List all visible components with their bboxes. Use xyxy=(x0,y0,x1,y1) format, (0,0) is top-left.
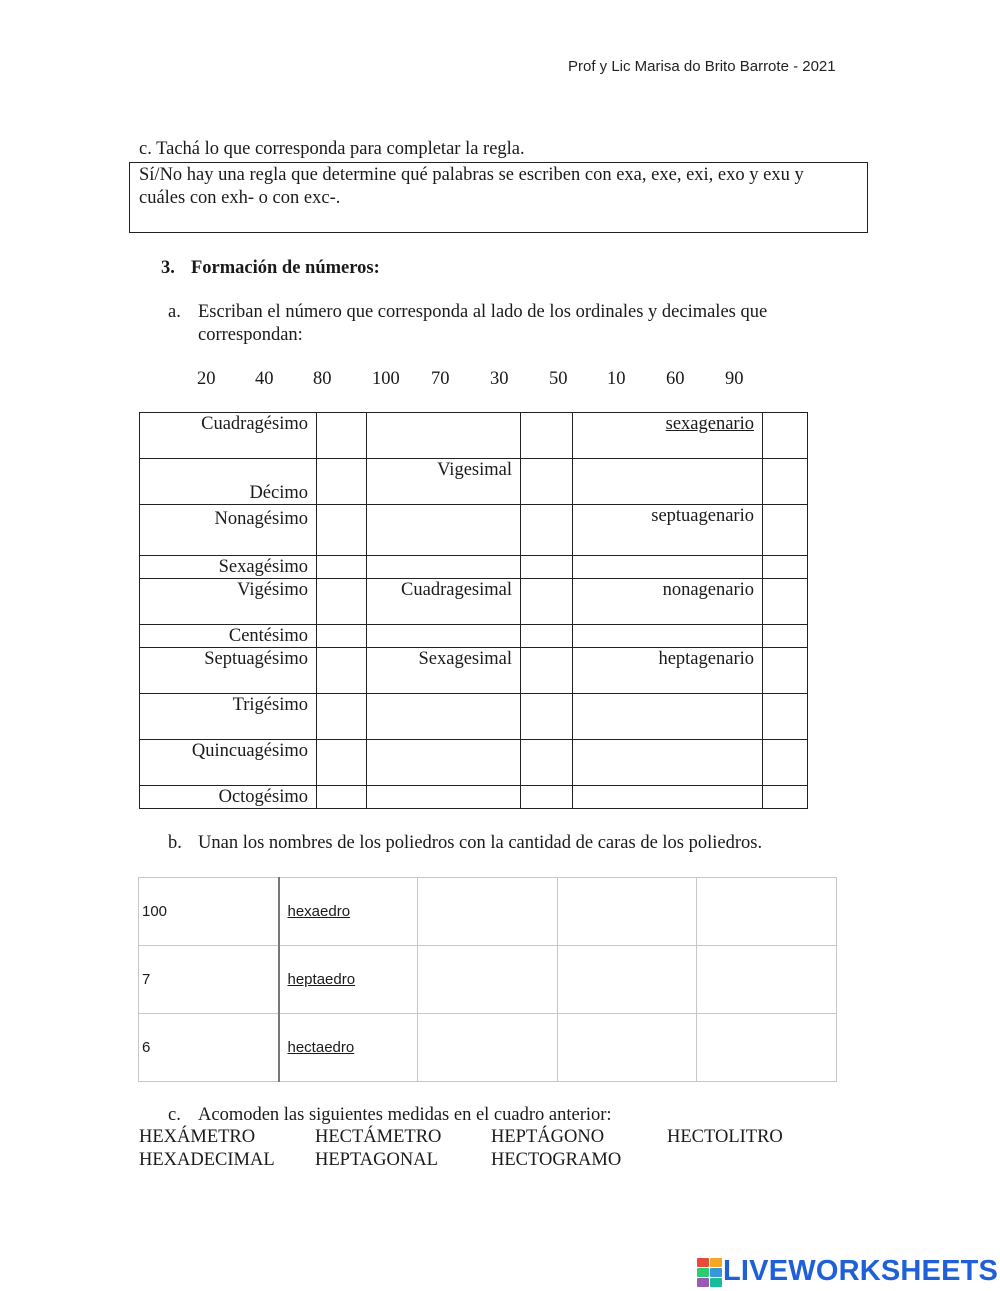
ordinal-cell: Vigésimo xyxy=(140,579,317,625)
item-label: a. xyxy=(168,302,181,322)
ordinal-cell: Centésimo xyxy=(140,625,317,648)
polyhedron-name-cell[interactable] xyxy=(279,878,418,946)
table-row xyxy=(140,556,808,579)
number-chip: 50 xyxy=(549,369,568,389)
ordinal-cell: Septuagésimo xyxy=(140,648,317,694)
item-label: b. xyxy=(168,833,182,853)
logo-cube xyxy=(710,1278,722,1287)
answer-cell[interactable] xyxy=(763,694,808,740)
number-chip: 20 xyxy=(197,369,216,389)
answer-cell[interactable] xyxy=(558,878,697,946)
answer-cell[interactable] xyxy=(763,740,808,786)
answer-cell[interactable] xyxy=(763,786,808,809)
answer-cell[interactable] xyxy=(418,1014,558,1082)
answer-cell[interactable] xyxy=(763,648,808,694)
ordinal-cell: Décimo xyxy=(140,459,317,505)
age-term-cell xyxy=(573,625,763,648)
age-term-cell xyxy=(573,459,763,505)
answer-cell[interactable] xyxy=(317,579,367,625)
answer-cell[interactable] xyxy=(521,740,573,786)
polyhedron-name[interactable]: hectaedro xyxy=(287,1039,355,1056)
table-row xyxy=(140,786,808,809)
rule-instruction: c. Tachá lo que corresponda para completar la regla. xyxy=(139,139,525,159)
answer-cell[interactable] xyxy=(317,505,367,556)
decimal-cell: Cuadragesimal xyxy=(367,579,521,625)
polyhedron-name-cell[interactable] xyxy=(279,946,418,1014)
item-label: c. xyxy=(168,1105,181,1125)
polyhedron-name[interactable]: hexaedro xyxy=(287,903,351,920)
answer-cell[interactable] xyxy=(521,579,573,625)
answer-cell[interactable] xyxy=(317,786,367,809)
age-term-cell xyxy=(573,556,763,579)
ordinal-cell: Octogésimo xyxy=(140,786,317,809)
instruction-b xyxy=(168,832,762,855)
answer-cell[interactable] xyxy=(558,1014,697,1082)
answer-cell[interactable] xyxy=(521,413,573,459)
section-number: 3. xyxy=(161,258,175,278)
instruction-b-text: Unan los nombres de los poliedros con la cantidad de caras de los poliedros. xyxy=(198,833,763,853)
answer-cell[interactable] xyxy=(763,459,808,505)
answer-cell[interactable] xyxy=(418,878,558,946)
answer-cell[interactable] xyxy=(317,459,367,505)
logo-text: LIVEWORKSHEETS xyxy=(723,1255,999,1287)
logo-cube xyxy=(697,1258,709,1267)
answer-cell[interactable] xyxy=(697,946,837,1014)
table-row xyxy=(139,878,837,946)
answer-cell[interactable] xyxy=(317,740,367,786)
answer-cell[interactable] xyxy=(521,459,573,505)
polyhedra-table xyxy=(138,877,837,1082)
number-chip: 80 xyxy=(313,369,332,389)
word-item: HEXADECIMAL xyxy=(139,1150,275,1170)
author-credit: Prof y Lic Marisa do Brito Barrote - 2021 xyxy=(568,58,836,75)
age-term-cell xyxy=(573,694,763,740)
decimal-cell xyxy=(367,556,521,579)
word-item: HECTOGRAMO xyxy=(491,1150,622,1170)
table-row xyxy=(140,413,808,459)
faces-number-cell: 6 xyxy=(139,1014,279,1082)
number-chip: 10 xyxy=(607,369,626,389)
table-row xyxy=(139,1014,837,1082)
section-title-text: Formación de números: xyxy=(191,258,380,278)
logo-cube xyxy=(710,1258,722,1267)
faces-number-cell: 100 xyxy=(139,878,279,946)
number-chip: 100 xyxy=(372,369,400,389)
ordinal-cell: Trigésimo xyxy=(140,694,317,740)
decimal-cell xyxy=(367,413,521,459)
age-term-cell: septuagenario xyxy=(573,505,763,556)
word-item: HEPTÁGONO xyxy=(491,1127,605,1147)
ordinal-table xyxy=(139,412,808,809)
answer-cell[interactable] xyxy=(763,505,808,556)
age-term-cell: heptagenario xyxy=(573,648,763,694)
answer-cell[interactable] xyxy=(763,556,808,579)
answer-cell[interactable] xyxy=(317,648,367,694)
age-term-cell xyxy=(573,786,763,809)
decimal-cell: Vigesimal xyxy=(367,459,521,505)
table-row xyxy=(140,579,808,625)
word-item: HECTÁMETRO xyxy=(315,1127,442,1147)
logo-cube xyxy=(710,1268,722,1277)
decimal-cell xyxy=(367,694,521,740)
decimal-cell: Sexagesimal xyxy=(367,648,521,694)
answer-cell[interactable] xyxy=(521,505,573,556)
age-term-cell: nonagenario xyxy=(573,579,763,625)
number-chip: 40 xyxy=(255,369,274,389)
instruction-a-line: Escriban el número que corresponda al lado de los ordinales y decimales que xyxy=(198,302,768,322)
instruction-a xyxy=(168,301,767,347)
answer-cell[interactable] xyxy=(763,579,808,625)
number-chip: 70 xyxy=(431,369,450,389)
age-term-cell: sexagenario xyxy=(573,413,763,459)
table-row xyxy=(140,505,808,556)
logo-cube xyxy=(697,1278,709,1287)
polyhedron-name[interactable]: heptaedro xyxy=(287,971,356,988)
answer-cell[interactable] xyxy=(521,625,573,648)
table-row xyxy=(140,648,808,694)
number-chip: 30 xyxy=(490,369,509,389)
table-row xyxy=(139,946,837,1014)
answer-cell[interactable] xyxy=(521,556,573,579)
rule-box-line: cuáles con exh- o con exc-. xyxy=(139,188,341,208)
answer-cell[interactable] xyxy=(521,648,573,694)
table-row xyxy=(140,625,808,648)
answer-cell[interactable] xyxy=(521,786,573,809)
number-chip: 90 xyxy=(725,369,744,389)
ordinal-cell: Sexagésimo xyxy=(140,556,317,579)
decimal-cell xyxy=(367,625,521,648)
instruction-c-text: Acomoden las siguientes medidas en el cuadro anterior: xyxy=(198,1105,612,1125)
table-row xyxy=(140,459,808,505)
ordinal-cell: Nonagésimo xyxy=(140,505,317,556)
number-chip: 60 xyxy=(666,369,685,389)
answer-cell[interactable] xyxy=(763,413,808,459)
ordinal-cell: Cuadragésimo xyxy=(140,413,317,459)
answer-cell[interactable] xyxy=(558,946,697,1014)
word-item: HEPTAGONAL xyxy=(315,1150,438,1170)
answer-cell[interactable] xyxy=(418,946,558,1014)
word-item: HECTOLITRO xyxy=(667,1127,783,1147)
liveworksheets-logo xyxy=(697,1255,998,1288)
decimal-cell xyxy=(367,786,521,809)
table-row xyxy=(140,740,808,786)
answer-cell[interactable] xyxy=(697,1014,837,1082)
answer-cell[interactable] xyxy=(763,625,808,648)
instruction-a-line: correspondan: xyxy=(198,325,303,345)
answer-cell[interactable] xyxy=(317,625,367,648)
decimal-cell xyxy=(367,740,521,786)
faces-number-cell: 7 xyxy=(139,946,279,1014)
number-bank xyxy=(197,368,755,391)
answer-cell[interactable] xyxy=(317,413,367,459)
section-title xyxy=(161,257,380,280)
word-item: HEXÁMETRO xyxy=(139,1127,256,1147)
logo-cubes-icon xyxy=(697,1258,721,1286)
logo-cube xyxy=(697,1268,709,1277)
rule-box-line: Sí/No hay una regla que determine qué palabras se escriben con exa, exe, exi, exo y exu y xyxy=(139,165,804,185)
ordinal-cell: Quincuagésimo xyxy=(140,740,317,786)
polyhedron-name-cell[interactable] xyxy=(279,1014,418,1082)
rule-box xyxy=(129,162,868,233)
answer-cell[interactable] xyxy=(521,694,573,740)
answer-cell[interactable] xyxy=(317,556,367,579)
decimal-cell xyxy=(367,505,521,556)
answer-cell[interactable] xyxy=(697,878,837,946)
instruction-c xyxy=(168,1104,612,1127)
table-row xyxy=(140,694,808,740)
answer-cell[interactable] xyxy=(317,694,367,740)
age-term-cell xyxy=(573,740,763,786)
